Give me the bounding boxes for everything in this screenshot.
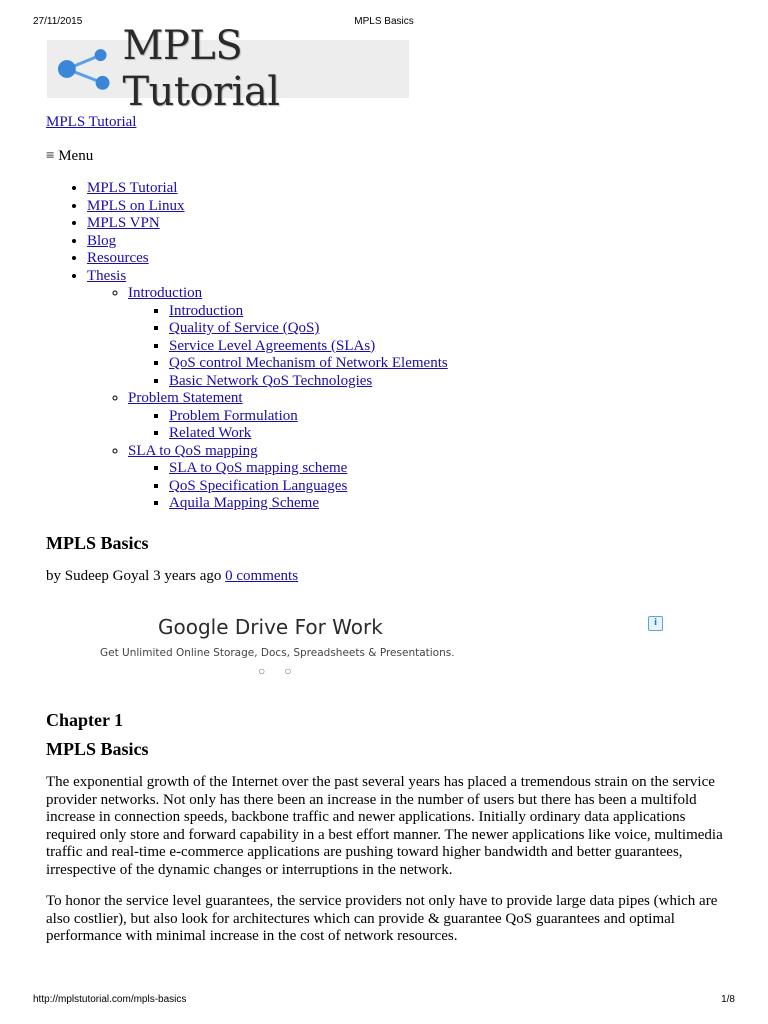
submenu-link[interactable]: Aquila Mapping Scheme [169,495,319,511]
menu-toggle[interactable] [46,148,726,166]
section-heading: MPLS Basics [46,739,149,759]
nav-item [87,198,726,216]
submenu-item [169,373,726,391]
nav-item [87,250,726,268]
post-title: MPLS Basics [46,532,149,553]
article-paragraph: To honor the service level guarantees, the service providers not only have to provide large data pipes (which are also costlier), but also look for architectures which can provide & guarantee QoS guarantees and optimal performance with minimal increase in the cost of network resources. [46,893,718,944]
print-document-title: MPLS Basics [354,16,414,27]
submenu-item [128,390,726,443]
nav-item [87,268,726,513]
nav-link-resources[interactable]: Resources [87,250,149,266]
ad-subtext: Get Unlimited Online Storage, Docs, Spreadsheets & Presentations. [100,647,455,659]
submenu-item [169,303,726,321]
main-nav [46,180,726,513]
submenu-link-problem-statement[interactable]: Problem Statement [128,390,243,406]
problem-statement-submenu [128,408,726,443]
page-content [46,114,726,946]
sla-mapping-submenu [128,460,726,513]
submenu-link-introduction[interactable]: Introduction [128,285,203,301]
nav-item [87,180,726,198]
submenu-link[interactable]: Basic Network QoS Technologies [169,372,373,389]
submenu-link[interactable]: QoS control Mechanism of Network Elements [169,355,448,371]
submenu-item [169,355,726,373]
nav-link-mpls-vpn[interactable]: MPLS VPN [87,215,160,231]
nav-link-mpls-tutorial[interactable]: MPLS Tutorial [87,180,178,196]
site-title-link[interactable]: MPLS Tutorial [46,114,137,130]
submenu-item [169,338,726,356]
nav-item [87,215,726,233]
submenu-link[interactable]: SLA to QoS mapping scheme [169,460,348,476]
submenu-item [169,320,726,338]
comments-link[interactable]: 0 comments [225,567,299,584]
byline-author-date: by Sudeep Goyal 3 years ago [46,567,222,584]
chapter-heading: Chapter 1 [46,710,124,730]
ad-banner[interactable] [46,605,726,681]
nav-link-blog[interactable]: Blog [87,232,117,249]
menu-label: Menu [58,147,94,164]
submenu-link[interactable]: Quality of Service (QoS) [169,320,320,336]
thesis-submenu [87,285,726,513]
post-byline [46,568,726,586]
introduction-submenu [128,303,726,391]
ad-info-icon[interactable]: i [648,616,663,631]
submenu-item [169,425,726,443]
submenu-link[interactable]: Service Level Agreements (SLAs) [169,337,376,354]
submenu-item [169,495,726,513]
submenu-link[interactable]: Introduction [169,302,244,319]
logo-text: MPLS Tutorial [122,23,280,115]
nav-link-mpls-on-linux[interactable]: MPLS on Linux [87,197,185,214]
print-footer [33,994,735,1008]
nav-link-thesis[interactable]: Thesis [87,267,127,284]
submenu-link-sla-to-qos-mapping[interactable]: SLA to QoS mapping [128,442,258,459]
ad-headline[interactable]: Google Drive For Work [158,615,383,639]
hamburger-icon: ≡ [46,147,55,164]
print-url: http://mplstutorial.com/mpls-basics [33,994,187,1005]
submenu-item [169,478,726,496]
submenu-link[interactable]: Problem Formulation [169,407,298,424]
site-logo[interactable] [47,23,409,115]
article-paragraph: The exponential growth of the Internet over the past several years has placed a tremendous strain on the service provider networks. Not only has there been an increase in the number of users but there has been a multifold increase in connection speeds, backbone traffic and newer applications. Initially ordinary data applications required only store and forward capability in a best effort manner. The newer applications like voice, multimedia traffic and real-time e-commerce applications are pushing toward higher bandwidth and better guarantees, irrespective of the dynamic changes or interruptions in the network. [46,774,723,878]
print-date: 27/11/2015 [33,16,83,27]
nav-item [87,233,726,251]
submenu-link[interactable]: Related Work [169,425,252,441]
print-page-number: 1/8 [721,994,735,1005]
submenu-link[interactable]: QoS Specification Languages [169,477,348,494]
submenu-item [128,443,726,513]
network-nodes-icon [55,47,116,91]
submenu-item [128,285,726,390]
submenu-item [169,460,726,478]
ad-carousel-dots[interactable]: ○ ○ [258,664,300,678]
submenu-item [169,408,726,426]
